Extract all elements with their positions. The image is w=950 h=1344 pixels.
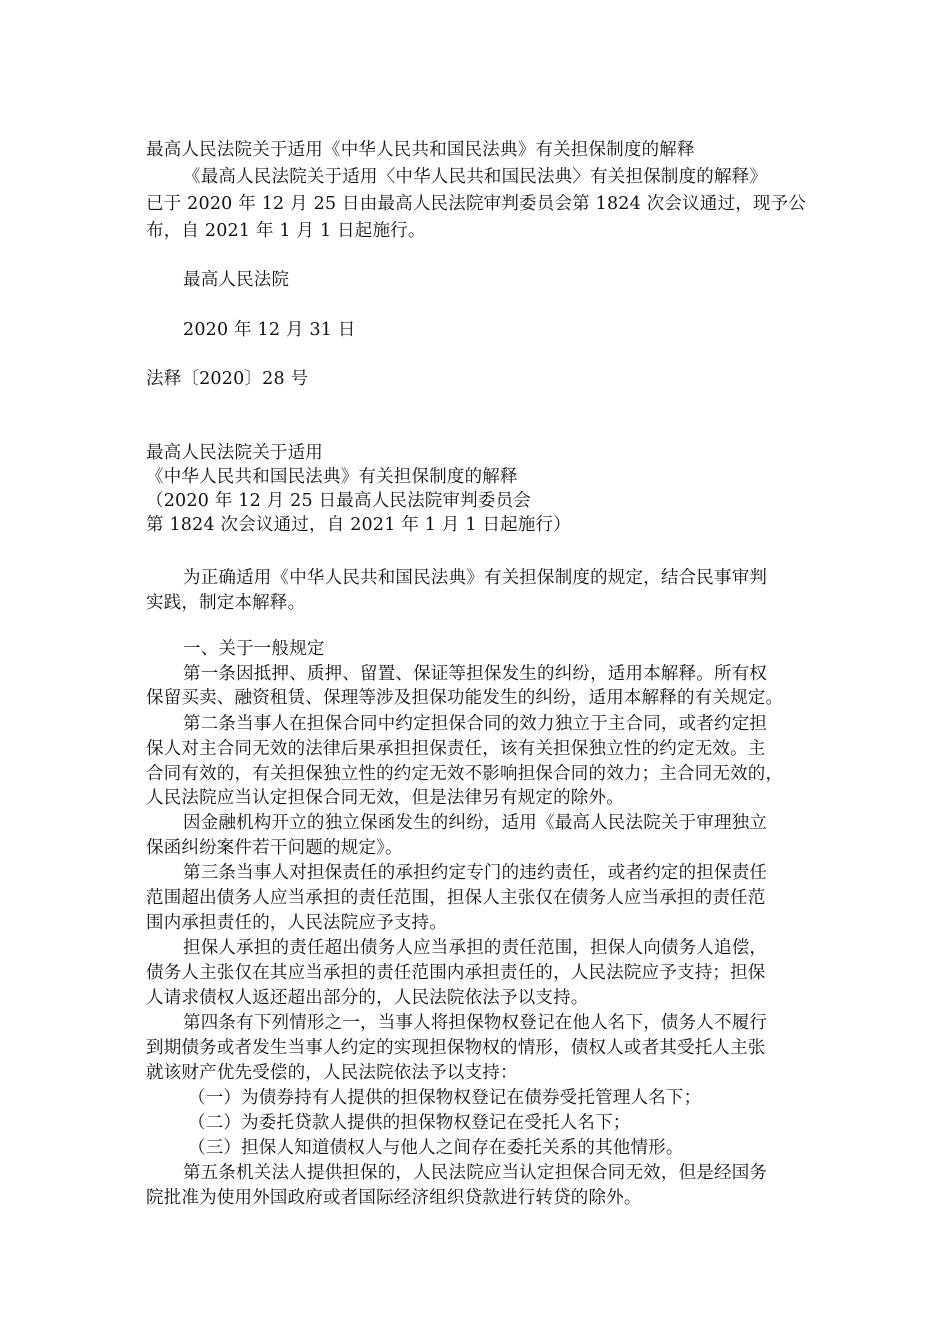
article-line: 债务人主张仅在其应当承担的责任范围内承担责任的，人民法院应予支持；担保 [146, 963, 766, 983]
article-line: 合同有效的，有关担保独立性的约定无效不影响担保合同的效力；主合同无效的， [146, 764, 784, 784]
issue-date: 2020 年 12 月 31 日 [183, 320, 356, 340]
article-line: 院批准为使用外国政府或者国际经济组织贷款进行转贷的除外。 [146, 1188, 642, 1208]
list-item: （三）担保人知道债权人与他人之间存在委托关系的其他情形。 [188, 1138, 684, 1158]
announcement-line: 已于 2020 年 12 月 25 日由最高人民法院审判委员会第 1824 次会议通过，现予公 [146, 194, 807, 214]
article-line: 就该财产优先受偿的，人民法院依法予以支持： [146, 1063, 518, 1083]
article-line: 围内承担责任的，人民法院应予支持。 [146, 913, 447, 933]
announcement-line: 《最高人民法院关于适用〈中华人民共和国民法典〉有关担保制度的解释》 [183, 167, 768, 187]
article-line: 人民法院应当认定担保合同无效，但是法律另有规定的除外。 [146, 788, 624, 808]
article-line: 第四条有下列情形之一，当事人将担保物权登记在他人名下，债务人不履行 [183, 1013, 768, 1033]
article-line: 保函纠纷案件若干问题的规定》。 [146, 838, 403, 858]
doc-title-line: （2020 年 12 月 25 日最高人民法院审判委员会 [146, 491, 531, 511]
doc-number: 法释〔2020〕28 号 [146, 369, 309, 389]
list-item: （一）为债券持有人提供的担保物权登记在债券受托管理人名下； [188, 1088, 702, 1108]
announcement-line: 布，自 2021 年 1 月 1 日起施行。 [146, 221, 426, 241]
doc-title-line: 第 1824 次会议通过，自 2021 年 1 月 1 日起施行） [146, 515, 571, 535]
article-line: 第一条因抵押、质押、留置、保证等担保发生的纠纷，适用本解释。所有权 [183, 664, 768, 684]
article-line: 保人对主合同无效的法律后果承担担保责任，该有关担保独立性的约定无效。主 [146, 739, 766, 759]
article-line: 担保人承担的责任超出债务人应当承担的责任范围，担保人向债务人追偿， [183, 938, 768, 958]
preamble-line: 实践，制定本解释。 [146, 593, 306, 613]
article-line: 范围超出债务人应当承担的责任范围，担保人主张仅在债务人应当承担的责任范 [146, 888, 766, 908]
article-line: 因金融机构开立的独立保函发生的纠纷，适用《最高人民法院关于审理独立 [183, 813, 768, 833]
preamble-line: 为正确适用《中华人民共和国民法典》有关担保制度的规定，结合民事审判 [183, 568, 768, 588]
article-line: 第三条当事人对担保责任的承担约定专门的违约责任，或者约定的担保责任 [183, 863, 768, 883]
section-heading: 一、关于一般规定 [183, 639, 325, 659]
list-item: （二）为委托贷款人提供的担保物权登记在受托人名下； [188, 1113, 631, 1133]
article-line: 第二条当事人在担保合同中约定担保合同的效力独立于主合同，或者约定担 [183, 714, 768, 734]
doc-title-line: 最高人民法院关于适用 [146, 443, 323, 463]
article-line: 人请求债权人返还超出部分的，人民法院依法予以支持。 [146, 988, 589, 1008]
article-line: 第五条机关法人提供担保的，人民法院应当认定担保合同无效，但是经国务 [183, 1163, 768, 1183]
article-line: 到期债务或者发生当事人约定的实现担保物权的情形，债权人或者其受托人主张 [146, 1038, 766, 1058]
article-line: 保留买卖、融资租赁、保理等涉及担保功能发生的纠纷，适用本解释的有关规定。 [146, 688, 784, 708]
doc-title-line: 《中华人民共和国民法典》有关担保制度的解释 [146, 467, 518, 487]
issuer: 最高人民法院 [183, 270, 290, 290]
document-title: 最高人民法院关于适用《中华人民共和国民法典》有关担保制度的解释 [146, 140, 695, 160]
